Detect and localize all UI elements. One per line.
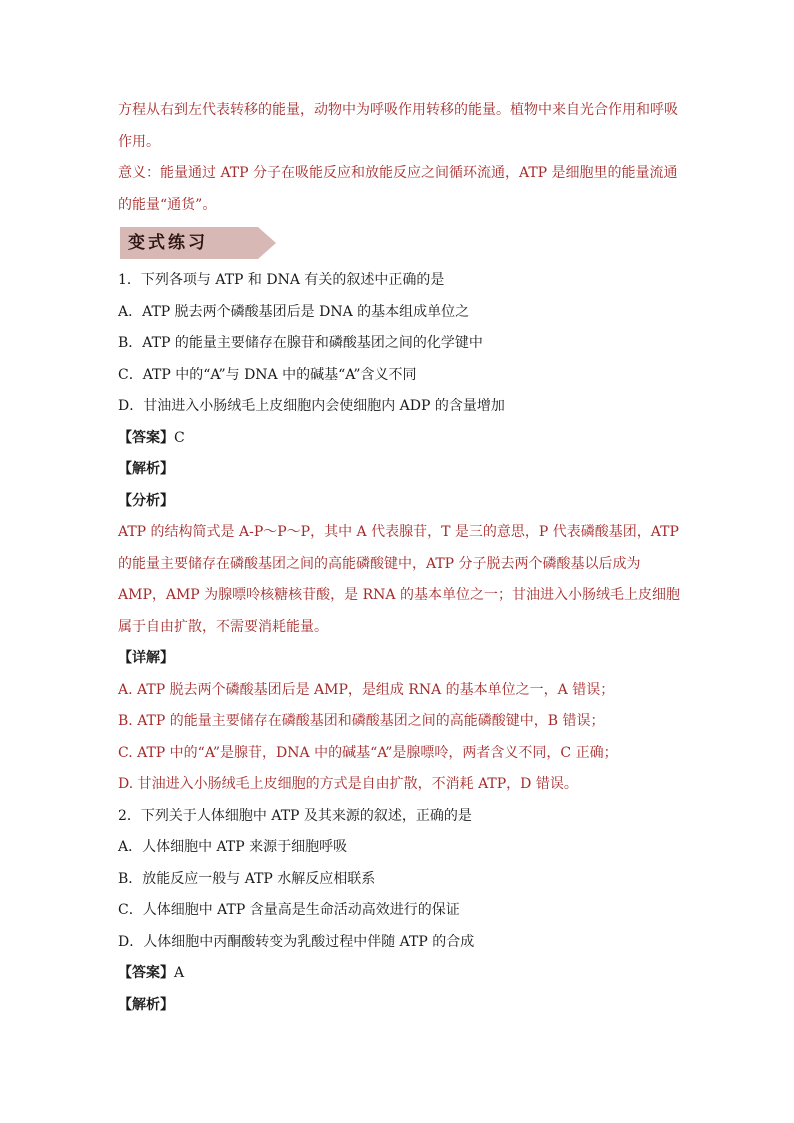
document-page	[118, 95, 678, 1021]
intro-line: 意义：能量通过 ATP 分子在吸能反应和放能反应之间循环流通，ATP 是细胞里的能量流通	[118, 165, 678, 181]
option-a: A．人体细胞中 ATP 来源于细胞呼吸	[118, 839, 348, 855]
option-c: C．ATP 中的“A”与 DNA 中的碱基“A”含义不同	[118, 366, 417, 383]
answer-value: A	[174, 965, 185, 981]
detail-line: C. ATP 中的“A”是腺苷，DNA 中的碱基“A”是腺嘌呤，两者含义不同，C 正确；	[118, 744, 618, 761]
analysis-line: 的能量主要储存在磷酸基团之间的高能磷酸键中，ATP 分子脱去两个磷酸基以后成为	[118, 555, 641, 572]
jiexi-label: 【解析】	[118, 461, 174, 477]
section-title: 变式练习	[128, 233, 208, 253]
option-d: D．人体细胞中丙酮酸转变为乳酸过程中伴随 ATP 的合成	[118, 933, 475, 950]
question-stem: 2．下列关于人体细胞中 ATP 及其来源的叙述，正确的是	[118, 807, 472, 824]
answer-line	[118, 423, 678, 455]
answer-value: C	[174, 429, 185, 446]
answer-label: 【答案】	[118, 965, 174, 981]
option-b: B．放能反应一般与 ATP 水解反应相联系	[118, 870, 376, 887]
intro-line: 作用。	[118, 133, 160, 150]
intro-line: 的能量“通货”。	[118, 196, 217, 213]
jiexi-label: 【解析】	[118, 996, 174, 1013]
analysis-line: AMP，AMP 为腺嘌呤核糖核苷酸，是 RNA 的基本单位之一；甘油进入小肠绒毛上皮细胞	[118, 587, 680, 603]
option-b: B．ATP 的能量主要储存在腺苷和磷酸基团之间的化学键中	[118, 335, 483, 351]
answer-label: 【答案】	[118, 429, 174, 446]
analysis-line: 属于自由扩散，不需要消耗能量。	[118, 618, 328, 635]
analysis-line: ATP 的结构简式是 A-P～P～P，其中 A 代表腺苷，T 是三的意思，P 代表磷酸基团，ATP	[118, 524, 679, 540]
fenxi-label: 【分析】	[118, 492, 174, 509]
option-c: C．人体细胞中 ATP 含量高是生命活动高效进行的保证	[118, 902, 460, 918]
detail-line: B. ATP 的能量主要储存在磷酸基团和磷酸基团之间的高能磷酸键中，B 错误；	[118, 713, 605, 729]
answer-line	[118, 958, 678, 990]
detail-line: A. ATP 脱去两个磷酸基团后是 AMP，是组成 RNA 的基本单位之一，A 错误；	[118, 681, 615, 698]
detail-line: D. 甘油进入小肠绒毛上皮细胞的方式是自由扩散，不消耗 ATP，D 错误。	[118, 776, 578, 792]
intro-line: 方程从右到左代表转移的能量，动物中为呼吸作用转移的能量。植物中来自光合作用和呼吸	[118, 102, 678, 118]
option-d: D．甘油进入小肠绒毛上皮细胞内会使细胞内 ADP 的含量增加	[118, 398, 505, 414]
detail-label: 【详解】	[118, 650, 174, 666]
option-a: A．ATP 脱去两个磷酸基团后是 DNA 的基本组成单位之	[118, 303, 470, 320]
question-stem: 1．下列各项与 ATP 和 DNA 有关的叙述中正确的是	[118, 272, 445, 288]
section-banner	[118, 221, 678, 265]
